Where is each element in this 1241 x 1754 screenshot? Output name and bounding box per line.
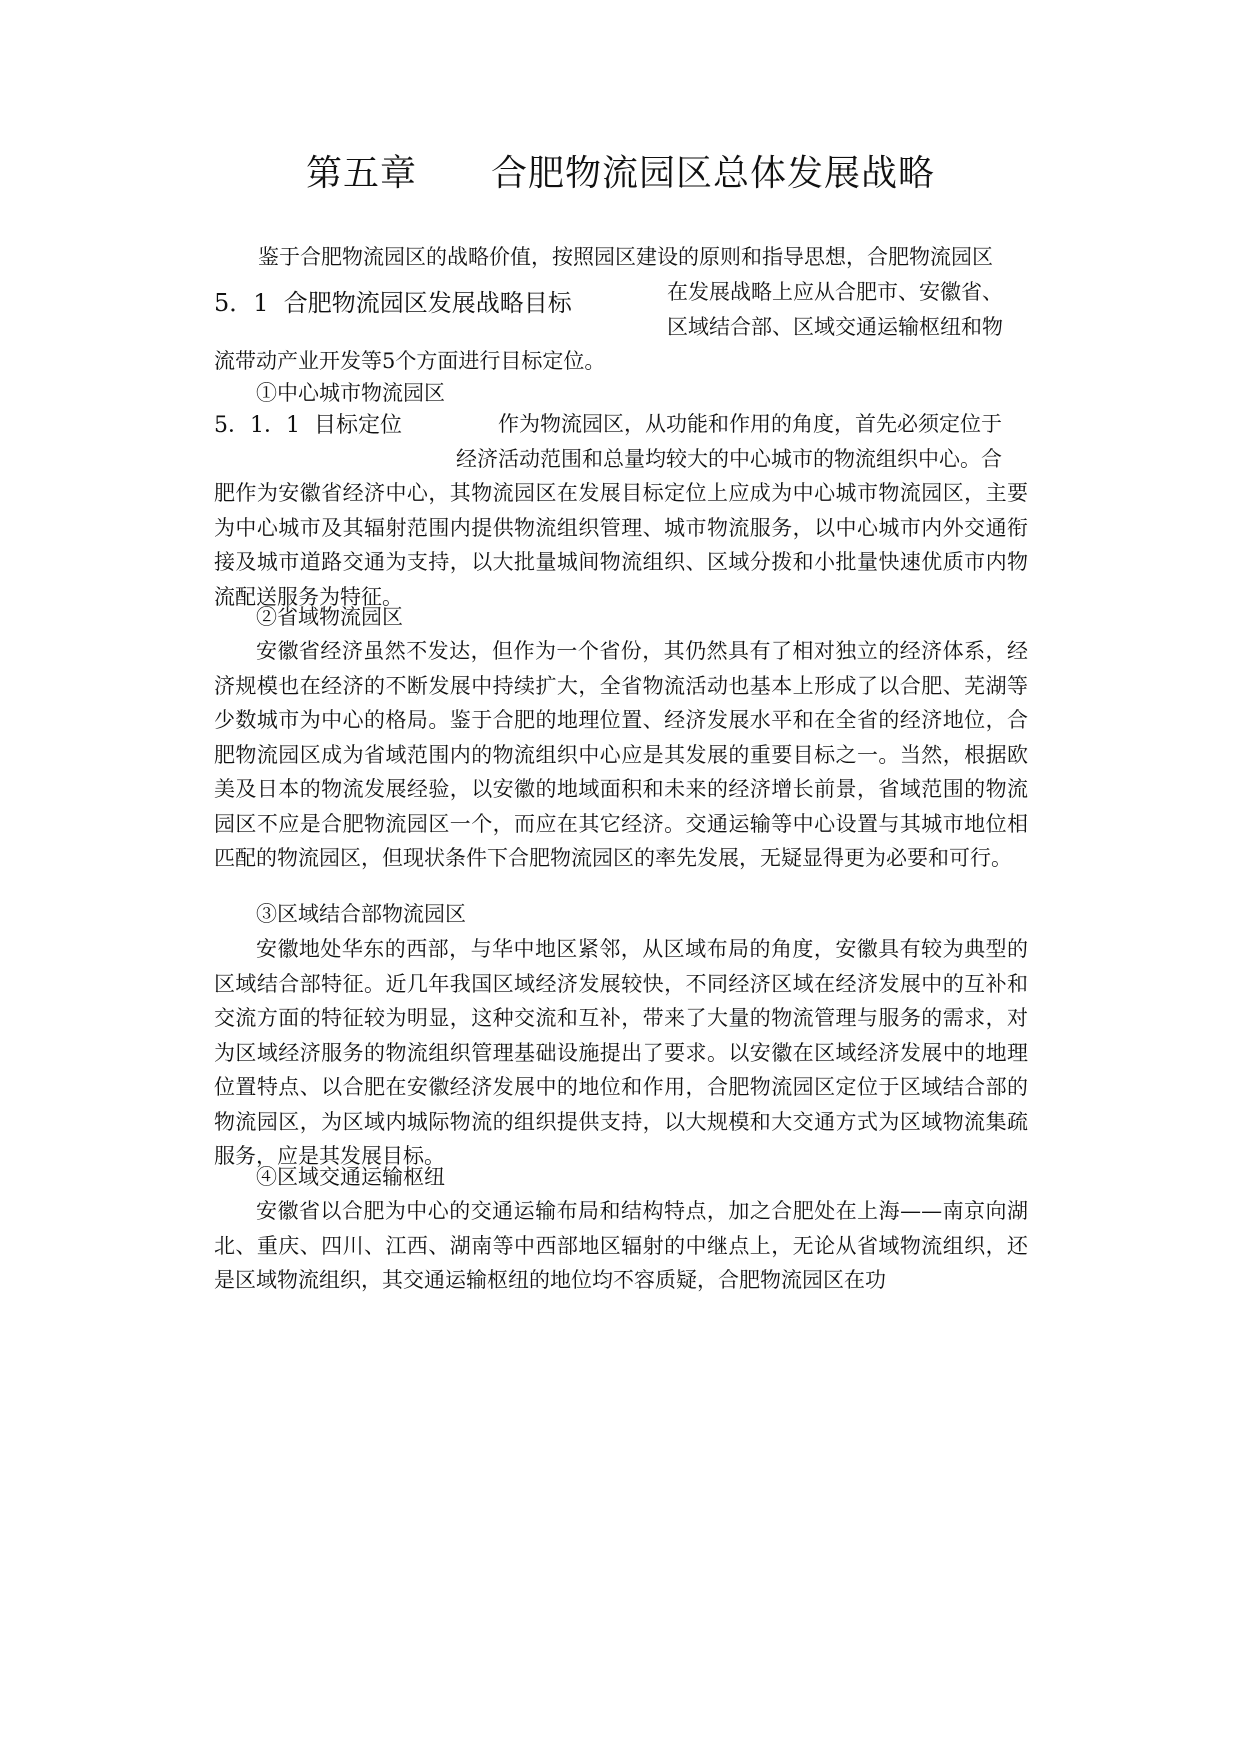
- item-4-title: ④区域交通运输枢纽: [256, 1165, 445, 1189]
- item-2-title: ②省域物流园区: [256, 605, 403, 629]
- item-1-line-1: 作为物流园区，从功能和作用的角度，首先必须定位于: [498, 412, 1002, 436]
- chapter-title: 第五章 合肥物流园区总体发展战略: [305, 153, 935, 194]
- item-3-paragraph: 安徽地处华东的西部，与华中地区紧邻，从区域布局的角度，安徽具有较为典型的区域结合部特征。近几年我国区域经济发展较快，不同经济区域在经济发展中的互补和交流方面的特征较为明显，这种交流和互补，带来了大量的物流管理与服务的需求，对为区域经济服务的物流组织管理基础设施提出了要求。以安徽在区域经济发展中的地理位置特点、以合肥在安徽经济发展中的地位和作用，合肥物流园区定位于区域结合部的物流园区，为区域内城际物流的组织提供支持，以大规模和大交通方式为区域物流集疏服务，应是其发展目标。: [214, 937, 1028, 1168]
- intro-line-2: 在发展战略上应从合肥市、安徽省、: [667, 280, 1003, 304]
- item-4-paragraph: 安徽省以合肥为中心的交通运输布局和结构特点，加之合肥处在上海——南京向湖北、重庆、四川、江西、湖南等中西部地区辐射的中继点上，无论从省域物流组织，还是区域物流组织，其交通运输枢纽的地位均不容质疑，合肥物流园区在功: [214, 1199, 1028, 1292]
- intro-line-1: 鉴于合肥物流园区的战略价值，按照园区建设的原则和指导思想，合肥物流园区: [258, 245, 993, 269]
- section-5-1-1-heading: 5．1．1 目标定位: [214, 413, 402, 438]
- intro-line-3: 区域结合部、区域交通运输枢纽和物: [667, 315, 1003, 339]
- item-3-title: ③区域结合部物流园区: [256, 902, 466, 926]
- item-1-title: ①中心城市物流园区: [256, 381, 445, 405]
- item-2-paragraph: 安徽省经济虽然不发达，但作为一个省份，其仍然具有了相对独立的经济体系，经济规模也在经济的不断发展中持续扩大，全省物流活动也基本上形成了以合肥、芜湖等少数城市为中心的格局。鉴于合肥的地理位置、经济发展水平和在全省的经济地位，合肥物流园区成为省域范围内的物流组织中心应是其发展的重要目标之一。当然，根据欧美及日本的物流发展经验，以安徽的地域面积和未来的经济增长前景，省域范围的物流园区不应是合肥物流园区一个，而应在其它经济。交通运输等中心设置与其城市地位相匹配的物流园区，但现状条件下合肥物流园区的率先发展，无疑显得更为必要和可行。: [214, 639, 1028, 870]
- item-1-line-2: 经济活动范围和总量均较大的中心城市的物流组织中心。合: [456, 447, 1002, 471]
- intro-line-4: 流带动产业开发等5个方面进行目标定位。: [214, 349, 606, 373]
- item-1-paragraph: 肥作为安徽省经济中心，其物流园区在发展目标定位上应成为中心城市物流园区，主要为中心城市及其辐射范围内提供物流组织管理、城市物流服务，以中心城市内外交通衔接及城市道路交通为支持，以大批量城间物流组织、区域分拨和小批量快速优质市内物流配送服务为特征。: [214, 481, 1028, 609]
- section-5-1-heading: 5．1 合肥物流园区发展战略目标: [214, 289, 572, 317]
